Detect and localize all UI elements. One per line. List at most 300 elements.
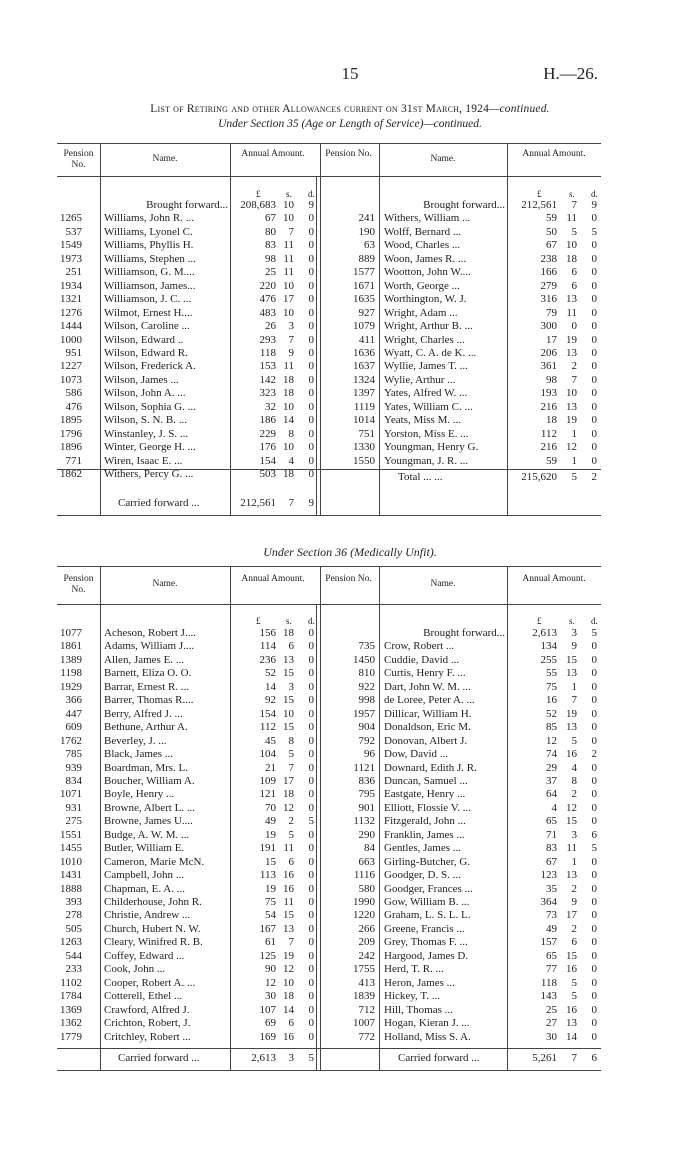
section-35-right-row-shillings: 5: [571, 225, 577, 238]
section-36-right-row-name: Graham, L. S. L. L.: [384, 909, 471, 922]
section-36-right-row-pension-no: 904: [358, 721, 375, 734]
section-36-right-row-pension-no: 836: [358, 774, 375, 787]
section-35-left-row-pension-no: 951: [65, 346, 82, 359]
section-36-left-row-shillings: 6: [288, 855, 294, 868]
section-35-col-name-0: Name.: [152, 154, 178, 164]
section-35-right-row-shillings: 19: [566, 414, 577, 427]
section-35-right-row-pension-no: 1635: [353, 293, 375, 306]
section-36-right-row-shillings: 6: [571, 936, 577, 949]
section-35-right-row-pension-no: 1079: [353, 320, 375, 333]
section-35-left-row-name: Wilson, James ...: [104, 373, 179, 386]
section-36-right-row-name: Hogan, Kieran J. ...: [384, 1017, 470, 1030]
section-36-left-unit-pounds: £: [256, 616, 261, 626]
section-36-left-row-pension-no: 447: [65, 707, 82, 720]
section-35-left-row-pension-no: 1000: [60, 333, 82, 346]
section-35-left-brought-forward-pounds: 208,683: [240, 199, 276, 211]
section-35-right-row-name: Wright, Arthur B. ...: [384, 320, 473, 333]
section-36-right-row-pounds: 83: [546, 842, 557, 855]
section-35-left-row-pence: 0: [308, 239, 314, 252]
section-35-left-brought-forward-label: Brought forward...: [146, 199, 228, 211]
section-35-left-row-pension-no: 1934: [60, 279, 82, 292]
section-36-right-row-shillings: 13: [566, 721, 577, 734]
section-36-right-row-pounds: 85: [546, 721, 557, 734]
section-35-left-row-pounds: 142: [259, 373, 276, 386]
section-36-right-row-pounds: 55: [546, 667, 557, 680]
section-36-right-row-pounds: 64: [546, 788, 557, 801]
section-36-right-row-pence: 0: [591, 990, 597, 1003]
section-35-left-row-name: Williamson, G. M....: [104, 266, 195, 279]
section-36-right-row-pence: 0: [591, 801, 597, 814]
section-36-left-row-name: Beverley, J. ...: [104, 734, 167, 747]
section-35-column-rule: [379, 143, 380, 515]
section-36-right-row-pence: 0: [591, 976, 597, 989]
section-36-left-row-pence: 5: [308, 815, 314, 828]
section-36-right-row-name: Gow, William B. ...: [384, 896, 470, 908]
section-36-right-row-pension-no: 1755: [353, 963, 375, 976]
section-36-left-row-name: Cooper, Robert A. ...: [104, 976, 196, 989]
section-36-left-row-pounds: 90: [265, 963, 276, 976]
section-35-right-row-shillings: 18: [566, 252, 577, 265]
section-35-left-row-pension-no: 1276: [60, 306, 82, 319]
section-35-left-row-pension-no: 1265: [60, 212, 82, 225]
section-35-left-row-pounds: 83: [265, 239, 276, 252]
section-36-left-row-shillings: 12: [283, 963, 294, 976]
section-36-left-row-name: Barrer, Thomas R....: [104, 694, 194, 707]
section-36-right-row-pension-no: 663: [358, 855, 375, 868]
section-35-right-row-pension-no: 411: [358, 333, 375, 346]
section-35-right-row-pence: 0: [591, 252, 597, 265]
section-36-left-row-shillings: 12: [283, 801, 294, 814]
section-35-right-row-pence: 0: [591, 212, 597, 225]
section-36-right-row-pence: 0: [591, 936, 597, 949]
section-36-right-row-pence: 0: [591, 721, 597, 734]
section-36-right-row-name: Downard, Edith J. R.: [384, 761, 477, 774]
section-35-right-row-pence: 0: [591, 293, 597, 306]
section-36-right-row-pence: 0: [591, 1030, 597, 1043]
section-36-left-row-pence: 0: [308, 869, 314, 882]
section-36-left-row-pension-no: 1263: [60, 936, 82, 949]
section-36-right-row-pension-no: 290: [358, 828, 375, 841]
section-36-left-row-name: Church, Hubert N. W.: [104, 922, 201, 935]
section-35-left-unit-pence: d.: [308, 189, 315, 199]
section-36-right-row-pension-no: 96: [364, 748, 375, 761]
section-36-right-row-name: Duncan, Samuel ...: [384, 774, 468, 787]
section-36-right-row-pence: 0: [591, 734, 597, 747]
section-35-right-row-pence: 0: [591, 266, 597, 279]
section-36-left-row-pence: 0: [308, 1003, 314, 1016]
section-36-left-row-shillings: 8: [288, 734, 294, 747]
section-36-sum-rule: [57, 1048, 601, 1049]
section-36-left-row-pounds: 169: [259, 1030, 276, 1043]
section-35-right-row-pension-no: 241: [358, 212, 375, 225]
section-35-left-row-name: Wilson, John A. ...: [104, 387, 186, 400]
section-36-right-row-pounds: 73: [546, 909, 557, 922]
section-35-right-row-pounds: 59: [546, 454, 557, 467]
section-36-left-row-pounds: 70: [265, 801, 276, 814]
section-35-right-row-pension-no: 751: [358, 427, 375, 440]
section-35-right-row-pounds: 316: [540, 293, 557, 306]
section-36-left-row-pounds: 125: [259, 949, 276, 962]
section-36-right-row-pence: 0: [591, 788, 597, 801]
section-36-right-row-name: Heron, James ...: [384, 976, 455, 989]
section-36-right-row-shillings: 12: [566, 801, 577, 814]
section-36-left-row-shillings: 15: [283, 667, 294, 680]
section-36-left-row-pounds: 92: [265, 694, 276, 707]
section-35-left-row-pence: 0: [308, 387, 314, 400]
section-36-left-row-name: Browne, Albert L. ...: [104, 801, 196, 814]
section-36-right-row-pence: 0: [591, 707, 597, 720]
section-36-header-rule: [57, 604, 601, 605]
section-36-right-brought-forward-label: Brought forward...: [423, 627, 505, 639]
section-36-right-row-pence: 0: [591, 815, 597, 828]
section-36-col-pension-no-0: Pension No.: [63, 574, 94, 595]
section-35-left-row-pension-no: 251: [65, 266, 82, 279]
section-35-left-row-pension-no: 1321: [60, 293, 82, 306]
section-36-right-row-shillings: 19: [566, 707, 577, 720]
section-35-right-row-pence: 5: [591, 225, 597, 238]
section-35-left-row-pence: 0: [308, 454, 314, 467]
section-35-right-row-pension-no: 1636: [353, 346, 375, 359]
section-36-left-row-name: Cleary, Winifred R. B.: [104, 936, 203, 949]
section-36-left-row-shillings: 15: [283, 909, 294, 922]
section-36-left-row-pence: 0: [308, 855, 314, 868]
section-36-right-row-pension-no: 735: [358, 640, 375, 653]
section-36-right-row-pounds: 25: [546, 1003, 557, 1016]
section-36-right-row-shillings: 9: [571, 896, 577, 908]
section-36-left-row-pension-no: 393: [65, 896, 82, 908]
section-36-left-row-pounds: 113: [259, 869, 276, 882]
section-35-right-row-shillings: 13: [566, 293, 577, 306]
section-35-right-row-pounds: 79: [546, 306, 557, 319]
section-36-left-row-pension-no: 1010: [60, 855, 82, 868]
section-36-left-row-pounds: 104: [259, 748, 276, 761]
section-36-left-row-name: Coffey, Edward ...: [104, 949, 185, 962]
section-36-right-row-pension-no: 1220: [353, 909, 375, 922]
section-36-right-row-shillings: 2: [571, 882, 577, 895]
section-36-right-row-pounds: 4: [551, 801, 557, 814]
section-35-right-row-pension-no: 1119: [353, 400, 375, 413]
list-title-suffix: —continued.: [489, 103, 550, 115]
section-36-left-row-pounds: 30: [265, 990, 276, 1003]
section-36-left-row-shillings: 11: [283, 842, 294, 855]
section-36-left-row-pounds: 14: [265, 680, 276, 693]
section-35-left-row-pension-no: 476: [65, 400, 82, 413]
section-35-left-row-shillings: 10: [283, 212, 294, 225]
section-35-column-rule: [100, 143, 101, 515]
section-36-right-row-pension-no: 242: [358, 949, 375, 962]
section-36-right-brought-forward-pounds: 2,613: [532, 627, 557, 639]
section-36-left-row-name: Critchley, Robert ...: [104, 1030, 191, 1043]
section-36-right-row-pounds: 75: [546, 680, 557, 693]
section-35-left-row-shillings: 7: [288, 225, 294, 238]
section-36-right-row-pounds: 74: [546, 748, 557, 761]
section-35-left-row-name: Williams, Phyllis H.: [104, 239, 194, 252]
section-36-right-row-pence: 0: [591, 680, 597, 693]
section-36-left-row-name: Butler, William E.: [104, 842, 185, 855]
section-35-left-row-pence: 0: [308, 400, 314, 413]
section-36-left-row-pence: 0: [308, 896, 314, 908]
section-35-left-row-pension-no: 1796: [60, 427, 82, 440]
section-36-right-row-shillings: 2: [571, 922, 577, 935]
section-36-left-row-pounds: 19: [265, 882, 276, 895]
section-35-right-unit-pence: d.: [591, 189, 598, 199]
section-36-left-row-shillings: 17: [283, 774, 294, 787]
section-35-right-row-pounds: 361: [540, 360, 557, 373]
section-35-right-row-name: Yorston, Miss E. ...: [384, 427, 469, 440]
section-36-left-row-pension-no: 1369: [60, 1003, 82, 1016]
section-36-right-unit-pounds: £: [537, 616, 542, 626]
section-36-bottom-rule: [57, 1070, 601, 1071]
list-title-text: List of Retiring and other Allowances current on 31st March, 1924: [150, 103, 490, 115]
section-35-right-row-name: Wright, Adam ...: [384, 306, 458, 319]
section-36-left-row-name: Campbell, John ...: [104, 869, 185, 882]
section-36-right-row-pension-no: 810: [358, 667, 375, 680]
section-36-left-row-pence: 0: [308, 627, 314, 639]
section-35-right-row-pension-no: 1324: [353, 373, 375, 386]
section-36-right-carried-forward-pence: 6: [591, 1051, 597, 1064]
section-35-left-row-shillings: 10: [283, 306, 294, 319]
section-36-right-row-pension-no: 772: [358, 1030, 375, 1043]
section-35-left-row-pence: 0: [308, 252, 314, 265]
section-35-left-row-shillings: 7: [288, 333, 294, 346]
section-36-right-row-shillings: 14: [566, 1030, 577, 1043]
section-36-left-row-pence: 0: [308, 842, 314, 855]
section-35-right-unit-pounds: £: [537, 189, 542, 199]
section-35-left-row-shillings: 11: [283, 360, 294, 373]
section-36-right-row-name: Eastgate, Henry ...: [384, 788, 466, 801]
section-36-left-row-pension-no: 1362: [60, 1017, 82, 1030]
section-35-right-row-pence: 0: [591, 387, 597, 400]
section-36-left-row-pounds: 107: [259, 1003, 276, 1016]
section-36-right-row-pension-no: 1990: [353, 896, 375, 908]
section-35-col-pension-no-0: Pension No.: [63, 149, 94, 170]
section-36-right-row-name: Gentles, James ...: [384, 842, 461, 855]
section-36-left-row-pounds: 154: [259, 707, 276, 720]
section-35-left-row-pounds: 220: [259, 279, 276, 292]
section-35-right-row-shillings: 19: [566, 333, 577, 346]
section-35-right-row-shillings: 10: [566, 387, 577, 400]
section-36-left-row-shillings: 16: [283, 882, 294, 895]
section-35-left-row-pension-no: 1973: [60, 252, 82, 265]
section-36-left-row-pounds: 12: [265, 976, 276, 989]
section-35-right-row-pension-no: 63: [364, 239, 375, 252]
section-35-right-row-shillings: 11: [566, 212, 577, 225]
section-36-left-row-pension-no: 275: [65, 815, 82, 828]
section-35-left-row-name: Wilson, Edward R.: [104, 346, 188, 359]
section-36-left-row-pence: 0: [308, 1017, 314, 1030]
section-36-left-row-pence: 0: [308, 707, 314, 720]
section-36-left-row-shillings: 2: [288, 815, 294, 828]
section-35-right-row-pension-no: 1550: [353, 454, 375, 467]
section-35-left-row-name: Wilmot, Ernest H....: [104, 306, 193, 319]
section-36-right-row-pension-no: 1116: [353, 869, 375, 882]
section-36-left-row-name: Acheson, Robert J....: [104, 627, 196, 639]
section-35-header-rule: [57, 176, 601, 177]
section-36-right-row-shillings: 9: [571, 640, 577, 653]
section-35-left-row-shillings: 18: [283, 373, 294, 386]
section-36-left-row-pence: 0: [308, 774, 314, 787]
section-36-right-row-shillings: 5: [571, 734, 577, 747]
section-36-left-row-shillings: 5: [288, 828, 294, 841]
section-35-left-row-pension-no: 1073: [60, 373, 82, 386]
section-36-left-row-pension-no: 1779: [60, 1030, 82, 1043]
section-36-right-row-pence: 0: [591, 909, 597, 922]
section-36-right-row-pounds: 30: [546, 1030, 557, 1043]
section-35-right-row-shillings: 0: [571, 320, 577, 333]
section-36-left-row-pounds: 15: [265, 855, 276, 868]
section-35-left-row-pounds: 98: [265, 252, 276, 265]
section-36-left-row-name: Christie, Andrew ...: [104, 909, 191, 922]
section-35-right-row-shillings: 7: [571, 373, 577, 386]
section-36-right-row-pence: 0: [591, 869, 597, 882]
section-35-left-row-name: Winter, George H. ...: [104, 441, 196, 454]
section-36-right-row-pension-no: 901: [358, 801, 375, 814]
section-35-right-row-name: Youngman, Henry G.: [384, 441, 479, 454]
section-36-right-row-name: Girling-Butcher, G.: [384, 855, 471, 868]
section-36-right-row-pence: 0: [591, 882, 597, 895]
section-36-right-row-pounds: 143: [540, 990, 557, 1003]
section-36-left-row-shillings: 18: [283, 990, 294, 1003]
section-36-left-carried-forward-pence: 5: [308, 1051, 314, 1064]
section-36-left-unit-pence: d.: [308, 616, 315, 626]
section-35-total-pounds: 215,620: [521, 471, 557, 483]
section-36-right-row-name: Franklin, James ...: [384, 828, 465, 841]
section-36-right-row-pence: 0: [591, 1017, 597, 1030]
section-35-left-row-pence: 0: [308, 441, 314, 454]
section-35-right-row-pounds: 216: [540, 400, 557, 413]
section-35-left-brought-forward-pence: 9: [308, 199, 314, 211]
section-36-right-row-pence: 2: [591, 748, 597, 761]
section-36-right-row-pension-no: 712: [358, 1003, 375, 1016]
section-36-right-row-shillings: 16: [566, 963, 577, 976]
section-35-left-row-pence: 0: [308, 333, 314, 346]
section-35-carried-forward-pounds: 212,561: [240, 496, 276, 509]
section-36-right-row-shillings: 8: [571, 774, 577, 787]
section-35-right-row-name: Wootton, John W....: [384, 266, 471, 279]
section-36-right-row-name: Holland, Miss S. A.: [384, 1030, 471, 1043]
section-35-right-row-pension-no: 190: [358, 225, 375, 238]
section-35-right-row-pence: 0: [591, 239, 597, 252]
section-36-left-row-pence: 0: [308, 748, 314, 761]
section-35-right-row-pence: 0: [591, 441, 597, 454]
section-36-left-row-name: Crawford, Alfred J.: [104, 1003, 190, 1016]
section-35-right-row-pence: 0: [591, 414, 597, 427]
section-35-right-row-pence: 0: [591, 427, 597, 440]
section-36-left-row-pension-no: 834: [65, 774, 82, 787]
section-36-right-row-pension-no: 792: [358, 734, 375, 747]
section-36-col-annual-amount-0: Annual Amount.: [241, 574, 305, 584]
section-36-left-row-shillings: 7: [288, 761, 294, 774]
section-36-left-row-name: Cotterell, Ethel ...: [104, 990, 183, 1003]
section-35-right-row-pounds: 166: [540, 266, 557, 279]
section-36-right-row-shillings: 15: [566, 949, 577, 962]
section-35-left-row-name: Wilson, S. N. B. ...: [104, 414, 187, 427]
section-35-left-row-pence: 0: [308, 320, 314, 333]
section-36-left-row-pence: 0: [308, 963, 314, 976]
section-36-right-row-name: Dart, John W. M. ...: [384, 680, 471, 693]
section-36-left-row-name: Browne, James U....: [104, 815, 193, 828]
section-36-left-row-pension-no: 1784: [60, 990, 82, 1003]
section-35-right-row-pounds: 238: [540, 252, 557, 265]
section-35-left-row-pounds: 26: [265, 320, 276, 333]
section-36-left-row-pounds: 121: [259, 788, 276, 801]
section-36-left-row-pence: 0: [308, 653, 314, 666]
section-35-right-row-name: Wyatt, C. A. de K. ...: [384, 346, 477, 359]
section-35-left-row-pension-no: 771: [65, 454, 82, 467]
section-36-left-row-pension-no: 1102: [60, 976, 82, 989]
section-36-right-row-pence: 0: [591, 694, 597, 707]
section-36-right-row-pension-no: 266: [358, 922, 375, 935]
section-35-right-row-shillings: 6: [571, 266, 577, 279]
section-35-left-row-name: Williamson, J. C. ...: [104, 293, 192, 306]
section-36-left-row-name: Budge, A. W. M. ...: [104, 828, 190, 841]
section-36-left-row-pension-no: 931: [65, 801, 82, 814]
section-36-left-row-pence: 0: [308, 949, 314, 962]
section-36-right-row-pence: 0: [591, 1003, 597, 1016]
section-35-right-brought-forward-label: Brought forward...: [423, 199, 505, 211]
section-36-right-row-pension-no: 1839: [353, 990, 375, 1003]
section-36-right-row-name: Donaldson, Eric M.: [384, 721, 471, 734]
section-36-right-row-shillings: 13: [566, 667, 577, 680]
section-36-left-row-shillings: 11: [283, 896, 294, 908]
section-36-right-carried-forward-shillings: 7: [571, 1051, 577, 1064]
section-36-right-row-pension-no: 1450: [353, 653, 375, 666]
section-36-right-row-pence: 0: [591, 761, 597, 774]
section-35-left-row-pounds: 323: [259, 387, 276, 400]
section-35-right-row-name: Wylie, Arthur ...: [384, 373, 456, 386]
section-35-left-row-name: Wilson, Sophia G. ...: [104, 400, 196, 413]
section-36-right-row-pence: 5: [591, 842, 597, 855]
section-35-right-row-name: Yates, Alfred W. ...: [384, 387, 468, 400]
section-36-left-carried-forward-label: Carried forward ...: [118, 1051, 200, 1064]
section-35-right-unit-shillings: s.: [569, 189, 575, 199]
section-36-right-carried-forward-label: Carried forward ...: [398, 1051, 480, 1064]
section-36-right-row-name: Hickey, T. ...: [384, 990, 441, 1003]
section-35-left-row-shillings: 9: [288, 346, 294, 359]
section-35-left-row-shillings: 10: [283, 441, 294, 454]
section-36-left-row-pension-no: 1071: [60, 788, 82, 801]
section-35-left-row-pence: 0: [308, 360, 314, 373]
section-35-right-row-pence: 0: [591, 373, 597, 386]
section-36-left-row-shillings: 14: [283, 1003, 294, 1016]
section-36-left-row-pounds: 156: [259, 627, 276, 639]
section-35-total-pence: 2: [591, 471, 597, 483]
section-36-right-row-name: Hargood, James D.: [384, 949, 469, 962]
section-36-left-row-pension-no: 278: [65, 909, 82, 922]
section-35-left-row-name: Wilson, Edward ..: [104, 333, 184, 346]
section-35-right-row-name: Withers, William ...: [384, 212, 471, 225]
section-35-right-brought-forward-pence: 9: [591, 199, 597, 211]
section-35-right-row-pence: 0: [591, 320, 597, 333]
section-36-left-row-pounds: 54: [265, 909, 276, 922]
section-36-col-annual-amount-1: Annual Amount.: [522, 574, 586, 584]
section-36-right-row-pence: 0: [591, 653, 597, 666]
section-36-left-row-pension-no: 505: [65, 922, 82, 935]
section-36-right-unit-pence: d.: [591, 616, 598, 626]
section-35-left-row-pence: 0: [308, 468, 314, 480]
section-36-left-row-pence: 0: [308, 640, 314, 653]
section-36-right-brought-forward-pence: 5: [591, 627, 597, 639]
section-36-right-row-pension-no: 922: [358, 680, 375, 693]
section-36-right-row-name: Greene, Francis ...: [384, 922, 465, 935]
section-36-right-row-pounds: 71: [546, 828, 557, 841]
section-35-right-row-pence: 0: [591, 279, 597, 292]
section-36-column-rule: [320, 566, 321, 1070]
section-35-right-brought-forward-pounds: 212,561: [521, 199, 557, 211]
section-35-column-rule: [320, 143, 321, 515]
section-36-left-row-pounds: 61: [265, 936, 276, 949]
section-35-right-row-shillings: 13: [566, 400, 577, 413]
